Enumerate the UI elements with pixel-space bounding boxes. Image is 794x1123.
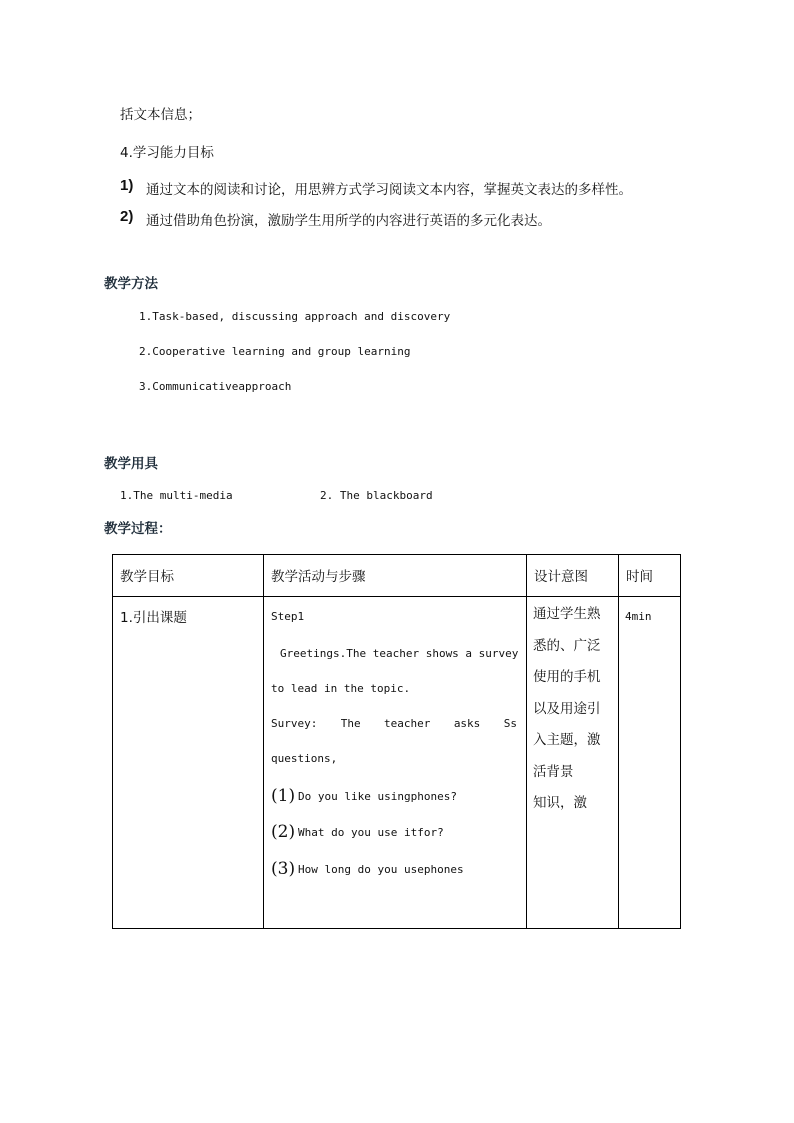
- goal-cell: [113, 597, 264, 929]
- header-cell: 设计意图: [527, 555, 619, 597]
- section-label: 4.学习能力目标: [120, 145, 214, 161]
- header-cell: 教学目标: [113, 555, 264, 597]
- table-row: [113, 597, 681, 929]
- question-number: (1): [271, 786, 296, 806]
- tools-heading: 教学用具: [104, 456, 158, 472]
- survey-line: Survey: The teacher asks Ss: [271, 717, 517, 730]
- process-heading: 教学过程：: [104, 521, 172, 537]
- goal-text: 通过借助角色扮演，激励学生用所学的内容进行英语的多元化表达。: [146, 213, 551, 229]
- question-text: What do you use itfor?: [298, 826, 444, 839]
- method-item: 3.Communicativeapproach: [139, 380, 292, 393]
- methods-heading: 教学方法: [104, 276, 158, 292]
- process-table: [112, 554, 681, 929]
- question-number: (2): [271, 822, 296, 842]
- text-line: 括文本信息；: [120, 107, 201, 123]
- intent-cell: [527, 597, 619, 929]
- list-number: 2): [120, 208, 134, 225]
- question-text: How long do you usephones: [298, 863, 464, 876]
- list-number: 1): [120, 177, 134, 194]
- activity-text: to lead in the topic.: [271, 682, 411, 695]
- goal-text: 通过文本的阅读和讨论，用思辨方式学习阅读文本内容，掌握英文表达的多样性。: [146, 182, 632, 198]
- time-cell: [619, 597, 681, 929]
- question-text: Do you like usingphones?: [298, 790, 457, 803]
- tool-item: 1.The multi-media: [120, 489, 233, 502]
- header-cell: 时间: [619, 555, 681, 597]
- activity-text: Greetings.The teacher shows a survey: [280, 647, 519, 660]
- method-item: 2.Cooperative learning and group learning: [139, 345, 411, 358]
- tool-item: 2. The blackboard: [320, 489, 433, 502]
- method-item: 1.Task-based, discussing approach and discovery: [139, 310, 451, 323]
- step-label: Step1: [271, 610, 305, 623]
- table-header-row: [113, 555, 681, 597]
- activity-cell: [264, 597, 527, 929]
- header-cell: 教学活动与步骤: [264, 555, 527, 597]
- question-number: (3): [271, 859, 296, 879]
- activity-text: questions,: [271, 752, 338, 765]
- time-value: 4min: [625, 610, 652, 623]
- intent-text: 通过学生熟 悉的、广泛 使用的手机 以及用途引 入主题，激 活背景 知识，激: [533, 606, 601, 811]
- goal-text: 1.引出课题: [120, 610, 187, 626]
